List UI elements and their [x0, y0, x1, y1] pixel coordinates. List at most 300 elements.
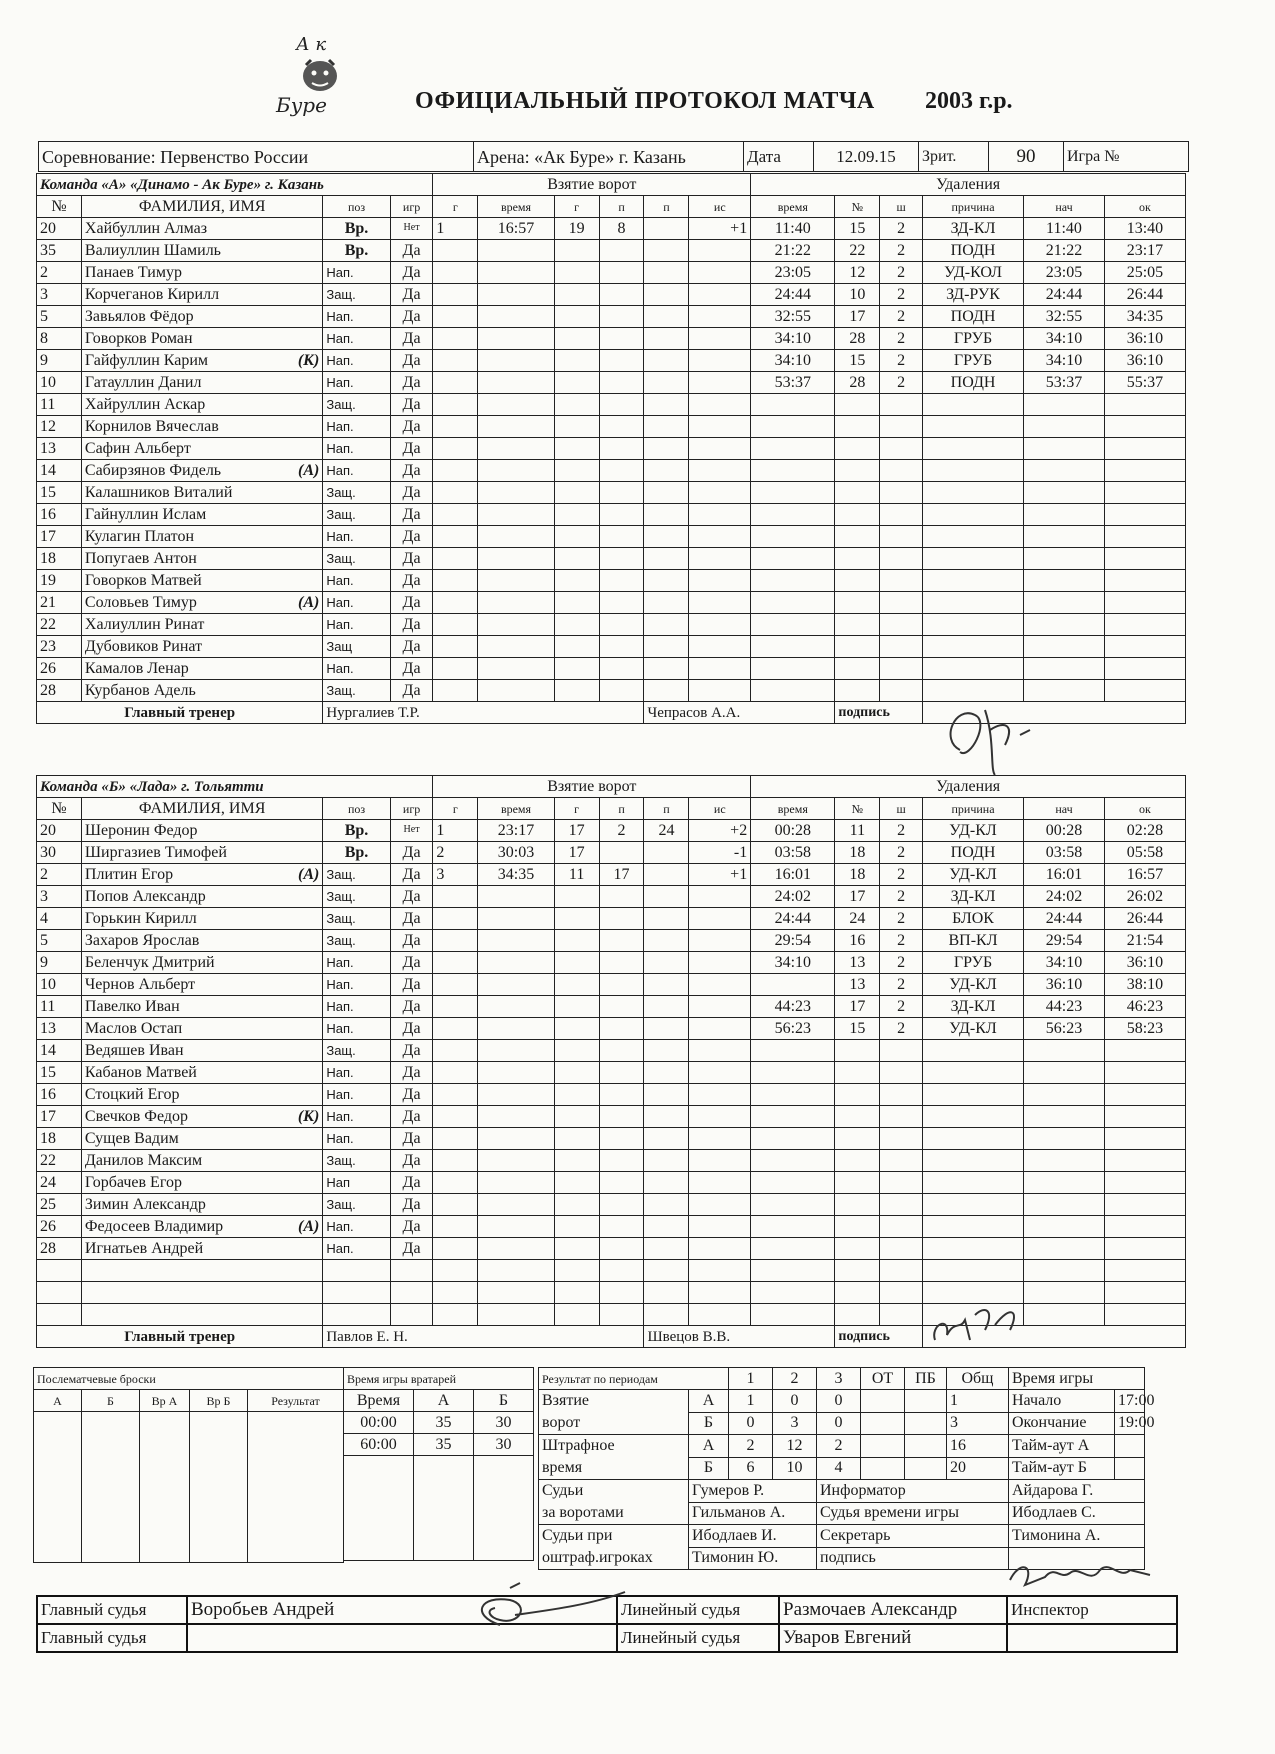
goal-scorer	[554, 996, 599, 1018]
period-col-header: 2	[773, 1368, 817, 1390]
player-number: 15	[37, 1062, 82, 1084]
player-position: Защ.	[323, 394, 390, 416]
empty-cell	[390, 1304, 433, 1326]
penalty-start	[1024, 680, 1105, 702]
goal-time	[478, 570, 554, 592]
signature-label: подпись	[835, 702, 923, 724]
penalty-start: 03:58	[1024, 842, 1105, 864]
player-number: 8	[37, 328, 82, 350]
goal-scorer	[554, 548, 599, 570]
official-name: Гильманов А.	[689, 1502, 817, 1525]
penalty-num: 17	[835, 996, 880, 1018]
goal-scorer	[554, 1282, 599, 1304]
penalty-end: 38:10	[1104, 974, 1185, 996]
player-played: Да	[390, 952, 433, 974]
goal-is	[689, 886, 751, 908]
goal-a2	[644, 908, 689, 930]
goal-a1	[599, 394, 644, 416]
penalty-start	[1024, 394, 1105, 416]
penalty-time	[751, 438, 835, 460]
penalty-num	[835, 438, 880, 460]
penalty-min	[880, 526, 923, 548]
goal-is: +1	[689, 218, 751, 240]
player-position: Нап.	[323, 570, 390, 592]
player-name	[81, 952, 322, 974]
penalty-reason	[923, 614, 1024, 636]
player-number: 17	[37, 1106, 82, 1128]
goal-a1	[599, 548, 644, 570]
penalty-time	[751, 1084, 835, 1106]
player-number: 22	[37, 614, 82, 636]
penalty-start	[1024, 592, 1105, 614]
player-name	[81, 1194, 322, 1216]
player-name	[81, 350, 322, 372]
col-header-time: время	[478, 196, 554, 218]
player-name-text: Халиуллин Ринат	[84, 615, 205, 633]
official-name: Тимонин Ю.	[689, 1547, 817, 1570]
match-info-row	[38, 141, 1189, 172]
player-name-text: Курбанов Адель	[84, 681, 196, 699]
coach-label: Главный тренер	[37, 702, 323, 724]
col-header-assist1: п	[599, 798, 644, 820]
table-row	[37, 1282, 1186, 1304]
period-value	[905, 1435, 947, 1458]
penalty-min: 2	[880, 908, 923, 930]
goal-scorer	[554, 240, 599, 262]
penalty-start	[1024, 636, 1105, 658]
period-value	[905, 1412, 947, 1435]
penalty-end	[1104, 614, 1185, 636]
goal-a1	[599, 1194, 644, 1216]
player-name-text: Хайбуллин Алмаз	[84, 219, 208, 237]
penalty-reason: ПОДН	[923, 372, 1024, 394]
penalty-reason	[923, 416, 1024, 438]
penalty-end	[1104, 482, 1185, 504]
player-number: 13	[37, 1018, 82, 1040]
penalty-start	[1024, 1128, 1105, 1150]
penalty-start	[1024, 1194, 1105, 1216]
goal-is	[689, 636, 751, 658]
goal-a2	[644, 842, 689, 864]
goal-time	[478, 306, 554, 328]
referee-label-1: Главный судья	[37, 1596, 187, 1624]
goal-g	[433, 680, 478, 702]
table-row	[37, 1216, 1186, 1238]
penalty-num	[835, 1150, 880, 1172]
player-number: 13	[37, 438, 82, 460]
penalty-min	[880, 592, 923, 614]
goal-g	[433, 394, 478, 416]
player-name	[81, 306, 322, 328]
table-row	[37, 996, 1186, 1018]
goal-a2	[644, 1172, 689, 1194]
penalty-reason: ГРУБ	[923, 328, 1024, 350]
goal-g	[433, 1062, 478, 1084]
game-time-title: Время игры	[1009, 1368, 1145, 1390]
captain-mark: (А)	[298, 461, 320, 479]
goal-a1	[599, 952, 644, 974]
penalty-min	[880, 548, 923, 570]
goal-a2	[644, 614, 689, 636]
goal-g	[433, 1282, 478, 1304]
empty-cell	[323, 1282, 390, 1304]
period-value	[861, 1435, 905, 1458]
goal-g: 2	[433, 842, 478, 864]
goal-time	[478, 262, 554, 284]
table-row	[37, 394, 1186, 416]
player-name-text: Беленчук Дмитрий	[84, 953, 215, 971]
goal-is	[689, 394, 751, 416]
penalty-start: 11:40	[1024, 218, 1105, 240]
player-name-text: Чернов Альберт	[84, 975, 196, 993]
penalty-reason	[923, 1040, 1024, 1062]
player-played: Да	[390, 658, 433, 680]
penalty-num	[835, 1084, 880, 1106]
goal-a2	[644, 482, 689, 504]
goal-g: 1	[433, 218, 478, 240]
goal-scorer	[554, 886, 599, 908]
player-name-text: Данилов Максим	[84, 1151, 203, 1169]
penalty-reason: ПОДН	[923, 240, 1024, 262]
player-played: Да	[390, 1238, 433, 1260]
penalty-min	[880, 1260, 923, 1282]
goal-time	[478, 438, 554, 460]
penalty-reason	[923, 504, 1024, 526]
penalty-time	[751, 592, 835, 614]
goal-time	[478, 952, 554, 974]
goal-is	[689, 1216, 751, 1238]
player-played: Нет	[390, 820, 433, 842]
goal-a2	[644, 952, 689, 974]
goal-time	[478, 1238, 554, 1260]
penalty-reason	[923, 1304, 1024, 1326]
player-name-text: Сущев Вадим	[84, 1129, 179, 1147]
goal-g	[433, 526, 478, 548]
penalty-num	[835, 1128, 880, 1150]
penalty-time	[751, 1194, 835, 1216]
goal-scorer	[554, 438, 599, 460]
player-name	[81, 1128, 322, 1150]
goal-time	[478, 1150, 554, 1172]
table-row	[37, 526, 1186, 548]
game-time-value: 17:00	[1115, 1390, 1145, 1413]
player-number: 18	[37, 1128, 82, 1150]
col-header-is: ис	[689, 798, 751, 820]
goalie-row	[344, 1412, 534, 1434]
player-name-text: Гайнуллин Ислам	[84, 505, 207, 523]
penalty-end	[1104, 658, 1185, 680]
penalty-end	[1104, 1304, 1185, 1326]
penalty-min: 2	[880, 974, 923, 996]
player-played: Да	[390, 482, 433, 504]
goal-is	[689, 1172, 751, 1194]
goal-a2	[644, 548, 689, 570]
goal-scorer: 19	[554, 218, 599, 240]
goals-header: Взятие ворот	[433, 174, 751, 196]
penalty-end: 25:05	[1104, 262, 1185, 284]
penalty-end	[1104, 570, 1185, 592]
penalty-reason	[923, 680, 1024, 702]
team-b-sheet	[36, 775, 1186, 1348]
goal-a1	[599, 636, 644, 658]
penalty-end	[1104, 1040, 1185, 1062]
player-played: Да	[390, 504, 433, 526]
goal-scorer	[554, 482, 599, 504]
goal-a1	[599, 1282, 644, 1304]
goal-is	[689, 974, 751, 996]
penalty-time: 23:05	[751, 262, 835, 284]
goal-scorer	[554, 680, 599, 702]
period-value: 3	[947, 1412, 1009, 1435]
goal-a1	[599, 306, 644, 328]
goal-time	[478, 658, 554, 680]
goal-a1	[599, 1018, 644, 1040]
player-played: Да	[390, 526, 433, 548]
player-name	[81, 636, 322, 658]
player-position: Нап.	[323, 1062, 390, 1084]
period-value	[861, 1457, 905, 1480]
player-played: Да	[390, 680, 433, 702]
period-team: А	[689, 1390, 729, 1413]
player-number: 22	[37, 1150, 82, 1172]
table-row	[37, 864, 1186, 886]
linesman-2: Уваров Евгений	[779, 1624, 1007, 1652]
player-position: Нап.	[323, 592, 390, 614]
penalty-start: 34:10	[1024, 350, 1105, 372]
table-row	[37, 350, 1186, 372]
player-played: Да	[390, 930, 433, 952]
goal-a2	[644, 328, 689, 350]
goal-time	[478, 548, 554, 570]
penalty-min	[880, 570, 923, 592]
period-value: 0	[817, 1412, 861, 1435]
penalty-time: 44:23	[751, 996, 835, 1018]
period-col-header: Общ	[947, 1368, 1009, 1390]
penalty-time	[751, 1128, 835, 1150]
penalty-reason: ВП-КЛ	[923, 930, 1024, 952]
penalty-min	[880, 1084, 923, 1106]
player-number: 23	[37, 636, 82, 658]
goal-time	[478, 328, 554, 350]
player-position: Нап.	[323, 614, 390, 636]
goal-g	[433, 1216, 478, 1238]
col-header-reason: причина	[923, 196, 1024, 218]
goal-g	[433, 416, 478, 438]
col-header-pnum: №	[835, 798, 880, 820]
player-played: Да	[390, 996, 433, 1018]
player-played: Да	[390, 240, 433, 262]
player-name-text: Гатауллин Данил	[84, 373, 202, 391]
table-row	[37, 974, 1186, 996]
penalty-reason: УД-КЛ	[923, 974, 1024, 996]
penalty-time	[751, 1238, 835, 1260]
penalty-time	[751, 460, 835, 482]
period-value: 0	[773, 1390, 817, 1413]
player-name	[81, 570, 322, 592]
player-played: Да	[390, 394, 433, 416]
penalty-min	[880, 1040, 923, 1062]
linesman-label-2: Линейный судья	[617, 1624, 779, 1652]
linesman-1: Размочаев Александр	[779, 1596, 1007, 1624]
penalty-num: 15	[835, 218, 880, 240]
table-row	[37, 1238, 1186, 1260]
shootout-table	[33, 1367, 344, 1563]
goal-a1	[599, 284, 644, 306]
goalie-b: 30	[474, 1412, 534, 1434]
player-name	[81, 1238, 322, 1260]
officials-label-text: Судьи	[542, 1482, 584, 1499]
goalie-time-table	[343, 1367, 534, 1561]
player-name	[81, 1106, 322, 1128]
goal-time	[478, 504, 554, 526]
table-row	[37, 886, 1186, 908]
game-time-label: Тайм-аут Б	[1009, 1457, 1115, 1480]
player-name	[81, 908, 322, 930]
period-value: 2	[817, 1435, 861, 1458]
player-name-text: Федосеев Владимир	[84, 1217, 224, 1235]
penalty-time: 00:28	[751, 820, 835, 842]
player-number: 15	[37, 482, 82, 504]
goal-a1	[599, 460, 644, 482]
goal-a1	[599, 614, 644, 636]
goal-a1	[599, 1172, 644, 1194]
goal-a2	[644, 658, 689, 680]
table-row	[37, 658, 1186, 680]
goal-g	[433, 262, 478, 284]
player-position: Вр.	[323, 218, 390, 240]
player-name	[81, 930, 322, 952]
penalty-num	[835, 548, 880, 570]
penalty-min	[880, 1216, 923, 1238]
goal-a2	[644, 306, 689, 328]
penalty-num	[835, 658, 880, 680]
goal-is	[689, 658, 751, 680]
table-row	[37, 1040, 1186, 1062]
shootout-col-header: Результат	[248, 1390, 344, 1412]
penalty-num: 11	[835, 820, 880, 842]
period-value	[905, 1457, 947, 1480]
goal-time	[478, 1282, 554, 1304]
penalty-end	[1104, 1172, 1185, 1194]
player-played: Да	[390, 1216, 433, 1238]
player-position: Нап.	[323, 306, 390, 328]
goal-g	[433, 1260, 478, 1282]
period-col-header: ПБ	[905, 1368, 947, 1390]
player-name-text: Сафин Альберт	[84, 439, 191, 457]
goal-is	[689, 930, 751, 952]
goal-a1	[599, 974, 644, 996]
penalties-header: Удаления	[751, 174, 1186, 196]
goal-a1	[599, 328, 644, 350]
goal-is	[689, 908, 751, 930]
penalty-num	[835, 1194, 880, 1216]
goalie-col-header: Время	[344, 1390, 414, 1412]
player-position: Нап.	[323, 1106, 390, 1128]
player-played: Да	[390, 328, 433, 350]
table-row	[37, 1106, 1186, 1128]
inspector-value	[1007, 1624, 1177, 1652]
penalty-min: 2	[880, 1018, 923, 1040]
penalty-time: 16:01	[751, 864, 835, 886]
goal-g	[433, 1040, 478, 1062]
game-time-label: Тайм-аут А	[1009, 1435, 1115, 1458]
penalty-end	[1104, 548, 1185, 570]
goal-g	[433, 614, 478, 636]
penalty-num	[835, 416, 880, 438]
col-header-g: г	[433, 798, 478, 820]
penalty-reason: ГРУБ	[923, 952, 1024, 974]
competition-label: Соревнование:	[42, 146, 156, 167]
penalty-reason	[923, 1194, 1024, 1216]
col-header-is: ис	[689, 196, 751, 218]
penalty-min	[880, 614, 923, 636]
penalty-num: 18	[835, 842, 880, 864]
period-value: 0	[729, 1412, 773, 1435]
penalty-min: 2	[880, 930, 923, 952]
table-row	[37, 1304, 1186, 1326]
player-position: Нап.	[323, 1018, 390, 1040]
player-name	[81, 592, 322, 614]
player-number: 4	[37, 908, 82, 930]
player-played: Да	[390, 262, 433, 284]
logo-text-bottom: Буре	[276, 93, 327, 117]
goal-is	[689, 548, 751, 570]
player-name	[81, 372, 322, 394]
period-value: 16	[947, 1435, 1009, 1458]
penalties-header: Удаления	[751, 776, 1186, 798]
goalie-col-header: А	[414, 1390, 474, 1412]
goal-scorer	[554, 526, 599, 548]
penalty-time	[751, 680, 835, 702]
player-number: 30	[37, 842, 82, 864]
penalty-reason	[923, 636, 1024, 658]
penalty-end	[1104, 636, 1185, 658]
player-name-text: Маслов Остап	[84, 1019, 183, 1037]
player-position: Защ	[323, 636, 390, 658]
player-name-text: Игнатьев Андрей	[84, 1239, 204, 1257]
penalty-reason	[923, 526, 1024, 548]
col-header-pmin: ш	[880, 798, 923, 820]
goal-a1: 8	[599, 218, 644, 240]
player-name-text: Панаев Тимур	[84, 263, 182, 281]
goal-time	[478, 974, 554, 996]
table-row	[37, 842, 1186, 864]
player-position: Вр.	[323, 820, 390, 842]
goal-time	[478, 1106, 554, 1128]
goal-scorer	[554, 930, 599, 952]
penalty-start	[1024, 1260, 1105, 1282]
table-row	[37, 438, 1186, 460]
table-row	[37, 328, 1186, 350]
player-position: Защ.	[323, 908, 390, 930]
penalty-end: 26:02	[1104, 886, 1185, 908]
penalty-num: 17	[835, 306, 880, 328]
player-position: Нап	[323, 1172, 390, 1194]
goal-is	[689, 1282, 751, 1304]
goal-time	[478, 1172, 554, 1194]
penalty-min: 2	[880, 350, 923, 372]
penalty-time: 29:54	[751, 930, 835, 952]
goal-g	[433, 636, 478, 658]
table-row	[37, 1172, 1186, 1194]
goal-g	[433, 306, 478, 328]
table-row	[37, 262, 1186, 284]
player-number: 25	[37, 1194, 82, 1216]
goal-is	[689, 482, 751, 504]
goal-scorer	[554, 1018, 599, 1040]
player-name-text: Горькин Кирилл	[84, 909, 197, 927]
penalty-time	[751, 1172, 835, 1194]
